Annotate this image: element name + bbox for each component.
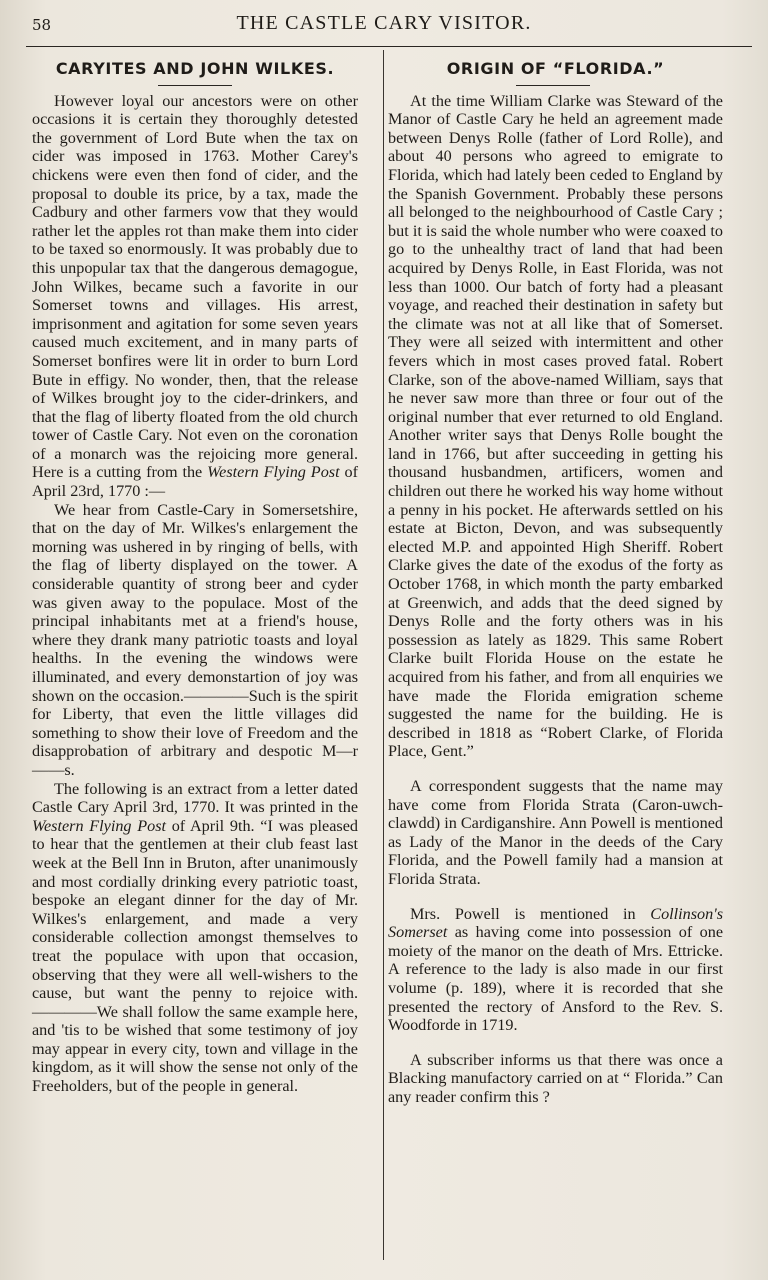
left-column: [32, 60, 358, 1270]
left-article-title: CARYITES AND JOHN WILKES.: [55, 59, 335, 78]
running-head: [0, 10, 768, 40]
right-paragraph-2: A correspondent suggests that the name may have come from Florida Strata (Caron-uwch-clawdd) in Cardiganshire. Ann Powell is mentioned as Lady of the Manor in the deeds of the Cary Florida, and the Powell family had a mansion at Florida Strata.: [388, 776, 723, 888]
right-paragraph-1: At the time William Clarke was Steward of the Manor of Castle Cary he held an agreement made between Denys Rolle (father of Lord Rolle), and about 40 persons who agreed to emigrate to Florida, which had lately been ceded to England by the Spanish Government. Probably these persons all belonged to the neighbourhood of Castle Cary ; but it is said the whole number who were coaxed to go to the unhealthy tract of land that had been acquired by Denys Rolle, in East Florida, was not less than 1000. Our batch of forty had a pleasant voyage, and reached their destination in safety but the climate was not at all like that of Somerset. They were all seized with intermittent and other fevers which in most cases proved fatal. Robert Clarke, son of the above-named William, says that he never saw more than three or four out of the original number that ever returned to old England. Another writer says that Denys Rolle bought the land in 1766, but after succeeding in getting his thousand husbandmen, artificers, women and children out there he worked his way home without a penny in his pocket. He afterwards settled on his estate at Bicton, Devon, and was subsequently elected M.P. and appointed High Sheriff. Robert Clarke gives the date of the exodus of the forty as October 1768, in which month the party embarked at Greenwich, and adds that the deed signed by Denys Rolle and the forty others was in his possession as lately as 1829. This same Robert Clarke built Florida House on the estate he acquired from his father, and from all enquiries we have made the Florida emigration scheme suggested the name for the building. He is described in 1818 as “Robert Clarke, of Florida Place, Gent.”: [388, 91, 723, 761]
page-number: 58: [32, 16, 52, 34]
title-rule: [158, 85, 232, 86]
right-article-title: ORIGIN OF “FLORIDA.”: [446, 59, 665, 78]
right-paragraph-3: Mrs. Powell is mentioned in Collinson's Somerset as having come into possession of one moiety of the manor on the death of Mrs. Ettricke. A reference to the lady is also made in our first volume (p. 189), where it is recorded that she presented the rectory of Ansford to the Rev. S. Woodforde in 1719.: [388, 904, 723, 1035]
right-paragraph-4: A subscriber informs us that there was once a Blacking manufactory carried on at “ Florida.” Can any reader confirm this ?: [388, 1050, 723, 1106]
journal-title: THE CASTLE CARY VISITOR.: [236, 12, 532, 34]
right-column: [388, 60, 723, 1270]
left-paragraph-1: However loyal our ancestors were on other occasions it is certain they thoroughly detested the government of Lord Bute when the tax on cider was imposed in 1763. Mother Carey's chickens were even then fond of cider, and the proposal to double its price, by a tax, made the Cadbury and other farmers vow that they would rather let the apples rot than make them into cider to be taxed so enormously. It was probably due to this unpopular tax that the dangerous demagogue, John Wilkes, became such a favorite in our Somerset towns and villages. His arrest, imprisonment and agitation for some seven years caused much excitement, and in many parts of Somerset bonfires were lit in order to burn Lord Bute in effigy. No wonder, then, that the release of Wilkes brought joy to the cider-drinkers, and that the flag of liberty floated from the old church tower of Castle Cary. Not even on the coronation of a monarch was the rejoicing more general. Here is a cutting from the Western Flying Post of April 23rd, 1770 :—: [32, 91, 358, 501]
left-paragraph-3: The following is an extract from a letter dated Castle Cary April 3rd, 1770. It was printed in the Western Flying Post of April 9th. “I was pleased to hear that the gentlemen at their club feast last week at the Bell Inn in Bruton, after unanimously and most cordially drinking every patriotic toast, bespoke an elegant dinner for the day of Mr. Wilkes's enlargement, and made a very considerable collection amongst themselves to treat the populace with upon that occasion, observing that they were all well-wishers to the cause, but want the penny to rejoice with.————We shall follow the same example here, and 'tis to be wished that some testimony of joy may appear in every city, town and village in the kingdom, as it will show the sense not only of the Freeholders, but of the people in general.: [32, 779, 358, 1096]
left-paragraph-2: We hear from Castle-Cary in Somersetshire, that on the day of Mr. Wilkes's enlargement the morning was ushered in by ringing of bells, with the flag of liberty displayed on the tower. A considerable quantity of strong beer and cyder was given away to the populace. Most of the principal inhabitants met at a friend's house, where they drank many patriotic toasts and loyal healths. In the evening the windows were illuminated, and every demonstartion of joy was shown on the occasion.————Such is the spirit for Liberty, that even the little villages did something to show their love of Freedom and the disapprobation of arbitrary and despotic M—r——s.: [32, 500, 358, 779]
title-rule: [516, 85, 590, 86]
header-rule: [26, 46, 752, 47]
column-divider: [383, 50, 384, 1260]
